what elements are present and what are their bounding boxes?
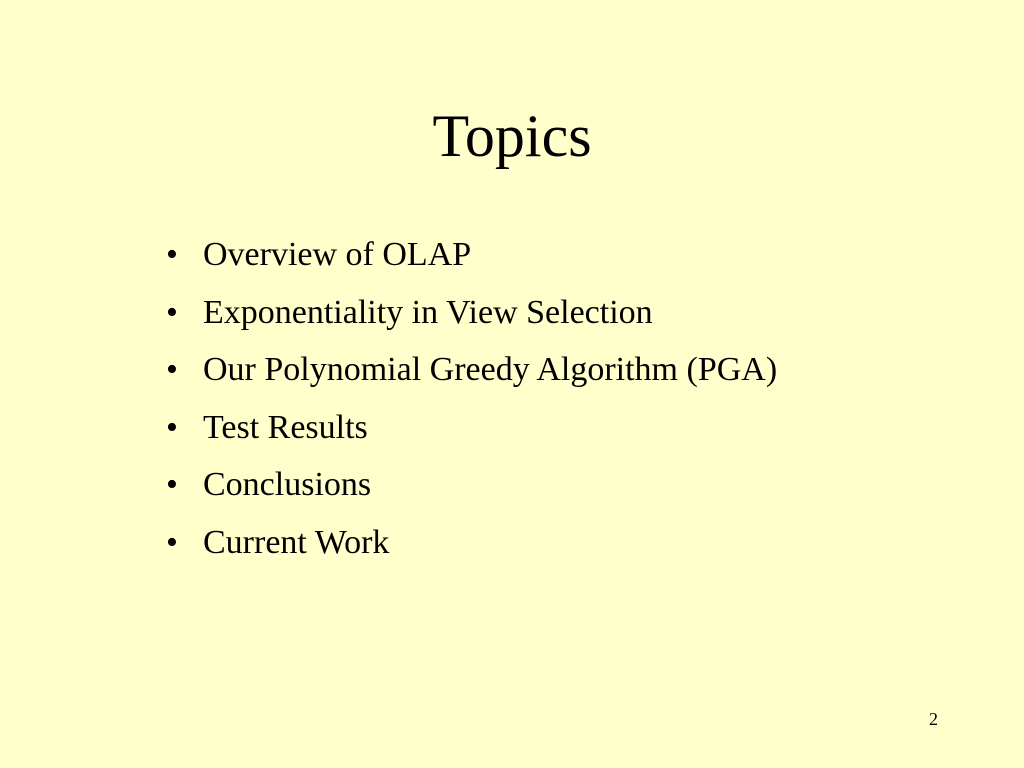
list-item	[166, 514, 777, 572]
list-item-text: Conclusions	[203, 466, 372, 503]
bullet-list	[166, 226, 777, 571]
list-item-text: Current Work	[203, 523, 390, 561]
list-item-text: Overview of OLAP	[203, 236, 472, 273]
list-item	[166, 284, 777, 342]
list-item	[166, 341, 777, 399]
page-number: 2	[929, 709, 938, 729]
list-item	[166, 226, 777, 284]
slide-title: Topics	[432, 103, 592, 169]
list-item-text: Our Polynomial Greedy Algorithm (PGA)	[203, 351, 778, 388]
bullet-icon: •	[166, 408, 178, 446]
list-item-text: Test Results	[203, 408, 368, 446]
bullet-icon: •	[166, 236, 178, 273]
bullet-icon: •	[166, 293, 178, 331]
list-item	[166, 456, 777, 514]
bullet-icon: •	[166, 351, 178, 388]
list-item-text: Exponentiality in View Selection	[203, 293, 653, 331]
list-item	[166, 399, 777, 457]
bullet-icon: •	[166, 523, 178, 561]
bullet-icon: •	[166, 466, 178, 503]
